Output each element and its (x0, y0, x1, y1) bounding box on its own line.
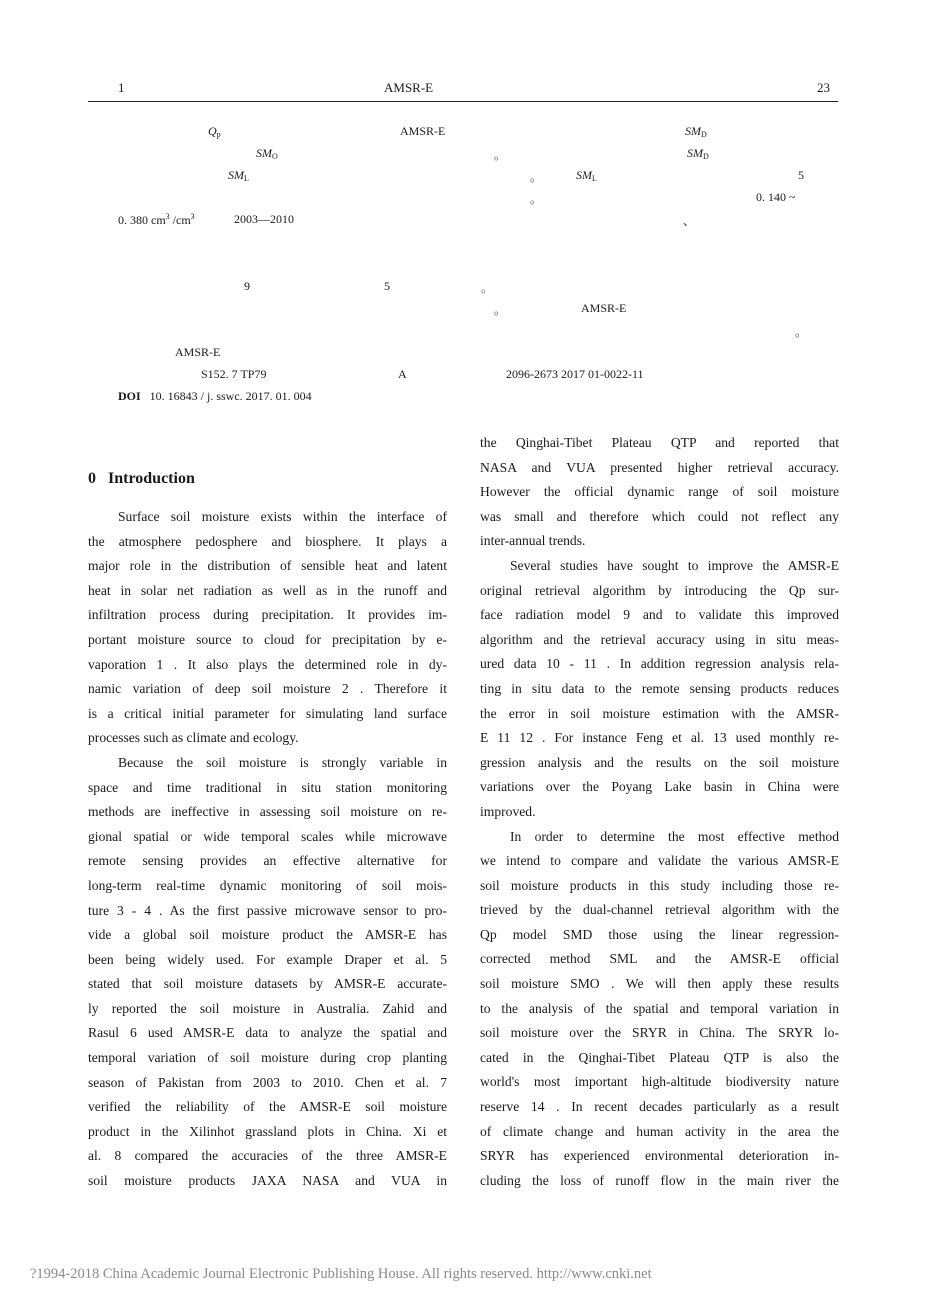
text-line: In order to determine the most effective method (510, 828, 839, 844)
text-line: original retrieval algorithm by introducing the Qp sur- (480, 582, 839, 598)
right-column (480, 431, 839, 1193)
abstract-number: 5 (798, 168, 804, 182)
text-line: gression analysis and the results on the soil moisture (480, 754, 839, 770)
text-line: verified the reliability of the AMSR-E soil moisture (88, 1099, 447, 1115)
text-line: ly reported the soil moisture in Australia. Zahid and (88, 1000, 447, 1016)
text-line: space and time traditional in situ station monitoring (88, 779, 447, 795)
abstract-qp: $Q_p$ (208, 124, 221, 139)
text-line: variations over the Poyang Lake basin in China were (480, 779, 839, 795)
text-line: inter-annual trends. (480, 533, 586, 549)
text-line: remote sensing provides an effective alternative for (88, 853, 447, 869)
text-line: reserve 14 . In recent decades particularly as a result (480, 1099, 839, 1115)
text-line: soil moisture products in this study including those re- (480, 877, 839, 893)
text-line: portant moisture source to cloud for precipitation by e- (88, 631, 447, 647)
text-line: product in the Xilinhot grassland plots in China. Xi et (88, 1123, 447, 1139)
text-line: the error in soil moisture estimation with the AMSR- (480, 705, 839, 721)
text-line: trieved by the dual-channel retrieval algorithm with the (480, 902, 839, 918)
text-line: Rasul 6 used AMSR-E data to analyze the spatial and (88, 1025, 447, 1041)
text-line: stated that soil moisture datasets by AMSR-E accurate- (88, 976, 447, 992)
abstract-sml: $SM_L$ (228, 168, 249, 183)
text-line: temporal variation of soil moisture during crop planting (88, 1050, 447, 1066)
page-number: 23 (817, 80, 830, 95)
text-line: was small and therefore which could not reflect any (480, 508, 839, 524)
abstract-period: 。 (481, 281, 494, 295)
text-line: vide a global soil moisture product the AMSR-E has (88, 927, 447, 943)
left-column (88, 505, 447, 1194)
text-line: world's most important high-altitude biodiversity nature (480, 1074, 839, 1090)
header-rule (88, 101, 838, 102)
clc-number: S152. 7 TP79 (201, 367, 267, 381)
text-line: algorithm and the retrieval accuracy using in situ meas- (480, 631, 839, 647)
text-line: the atmosphere pedosphere and biosphere. It plays a (88, 533, 447, 549)
text-line: we intend to compare and validate the various AMSR-E (480, 853, 839, 869)
abstract-number: 5 (384, 279, 390, 293)
text-line: E 11 12 . For instance Feng et al. 13 used monthly re- (480, 730, 839, 746)
text-line: long-term real-time dynamic monitoring of soil mois- (88, 877, 447, 893)
text-line: ured data 10 - 11 . In addition regression analysis rela- (480, 656, 839, 672)
text-line: major role in the distribution of sensible heat and latent (88, 558, 447, 574)
abstract-range-end: 0. 380 $cm^3$ $/cm^3$ (118, 212, 195, 227)
document-code: A (398, 367, 407, 381)
text-line: infiltration process during precipitation. It provides im- (88, 607, 447, 623)
doi: DOI 10. 16843 / j. sswc. 2017. 01. 004 (118, 389, 312, 403)
text-line: face radiation model 9 and to validate this improved (480, 607, 839, 623)
abstract-period: 。 (494, 148, 507, 162)
section-heading: 0 Introduction (88, 470, 195, 487)
abstract-period: 。 (530, 192, 543, 206)
text-line: improved. (480, 803, 536, 819)
keywords: AMSR-E (175, 345, 221, 359)
text-line: heat in solar net radiation as well as in the runoff and (88, 582, 447, 598)
abstract-period: 。 (530, 170, 543, 184)
abstract-amsre: AMSR-E (400, 124, 446, 138)
abstract-range-start: 0. 140 ~ (756, 190, 796, 204)
running-title: AMSR-E (384, 80, 434, 95)
abstract-amsre: AMSR-E (581, 301, 627, 315)
text-line: cated in the Qinghai-Tibet Plateau QTP is also the (480, 1049, 839, 1065)
text-line: been being widely used. For example Draper et al. 5 (88, 951, 447, 967)
article-number: 2096-2673 2017 01-0022-11 (506, 367, 644, 381)
text-line: However the official dynamic range of soil moisture (480, 484, 839, 500)
text-line: the Qinghai-Tibet Plateau QTP and reported that (480, 435, 839, 450)
abstract-smo: $SM_O$ (256, 146, 278, 161)
abstract-enumeration-comma: 、 (683, 214, 696, 228)
text-line: Surface soil moisture exists within the interface of (118, 509, 447, 524)
abstract-period: 。 (795, 325, 808, 339)
abstract-smd: $SM_D$ (685, 124, 707, 139)
text-line: season of Pakistan from 2003 to 2010. Chen et al. 7 (88, 1074, 447, 1090)
text-line: soil moisture products JAXA NASA and VUA in (88, 1173, 447, 1189)
text-line: SRYR has experienced environmental deterioration in- (480, 1148, 839, 1164)
text-line: soil moisture SMO . We will then apply these results (480, 976, 839, 992)
text-line: vaporation 1 . It also plays the determined role in dy- (88, 656, 447, 672)
abstract-smd: $SM_D$ (687, 146, 709, 161)
text-line: methods are ineffective in assessing soil moisture on re- (88, 804, 447, 820)
page-section-number: 1 (118, 80, 125, 95)
text-line: namic variation of deep soil moisture 2 . Therefore it (88, 681, 447, 697)
text-line: Several studies have sought to improve the AMSR-E (510, 557, 839, 573)
text-line: NASA and VUA presented higher retrieval accuracy. (480, 459, 839, 475)
text-line: cluding the loss of runoff flow in the main river the (480, 1172, 839, 1188)
abstract-number: 9 (244, 279, 250, 293)
text-line: al. 8 compared the accuracies of the three AMSR-E (88, 1148, 447, 1164)
abstract-period: 。 (494, 303, 507, 317)
text-line: is a critical initial parameter for simulating land surface (88, 705, 447, 721)
text-line: to the analysis of the spatial and temporal variation in (480, 1000, 839, 1016)
text-line: gional spatial or wide temporal scales while microwave (88, 828, 447, 844)
text-line: Qp model SMD those using the linear regression- (480, 926, 839, 942)
text-line: of climate change and human activity in the area the (480, 1123, 839, 1139)
text-line: processes such as climate and ecology. (88, 730, 299, 746)
copyright-footer: ?1994-2018 China Academic Journal Electronic Publishing House. All rights reserved. http://www.cnki.net (30, 1266, 652, 1282)
text-line: corrected method SML and the AMSR-E official (480, 951, 839, 967)
text-line: soil moisture over the SRYR in China. The SRYR lo- (480, 1025, 839, 1041)
abstract-years: 2003—2010 (234, 212, 294, 226)
text-line: ture 3 - 4 . As the first passive microwave sensor to pro- (88, 902, 447, 918)
abstract-sml: $SM_L$ (576, 168, 597, 183)
text-line: ting in situ data to the remote sensing products reduces (480, 680, 839, 696)
text-line: Because the soil moisture is strongly variable in (118, 754, 447, 770)
